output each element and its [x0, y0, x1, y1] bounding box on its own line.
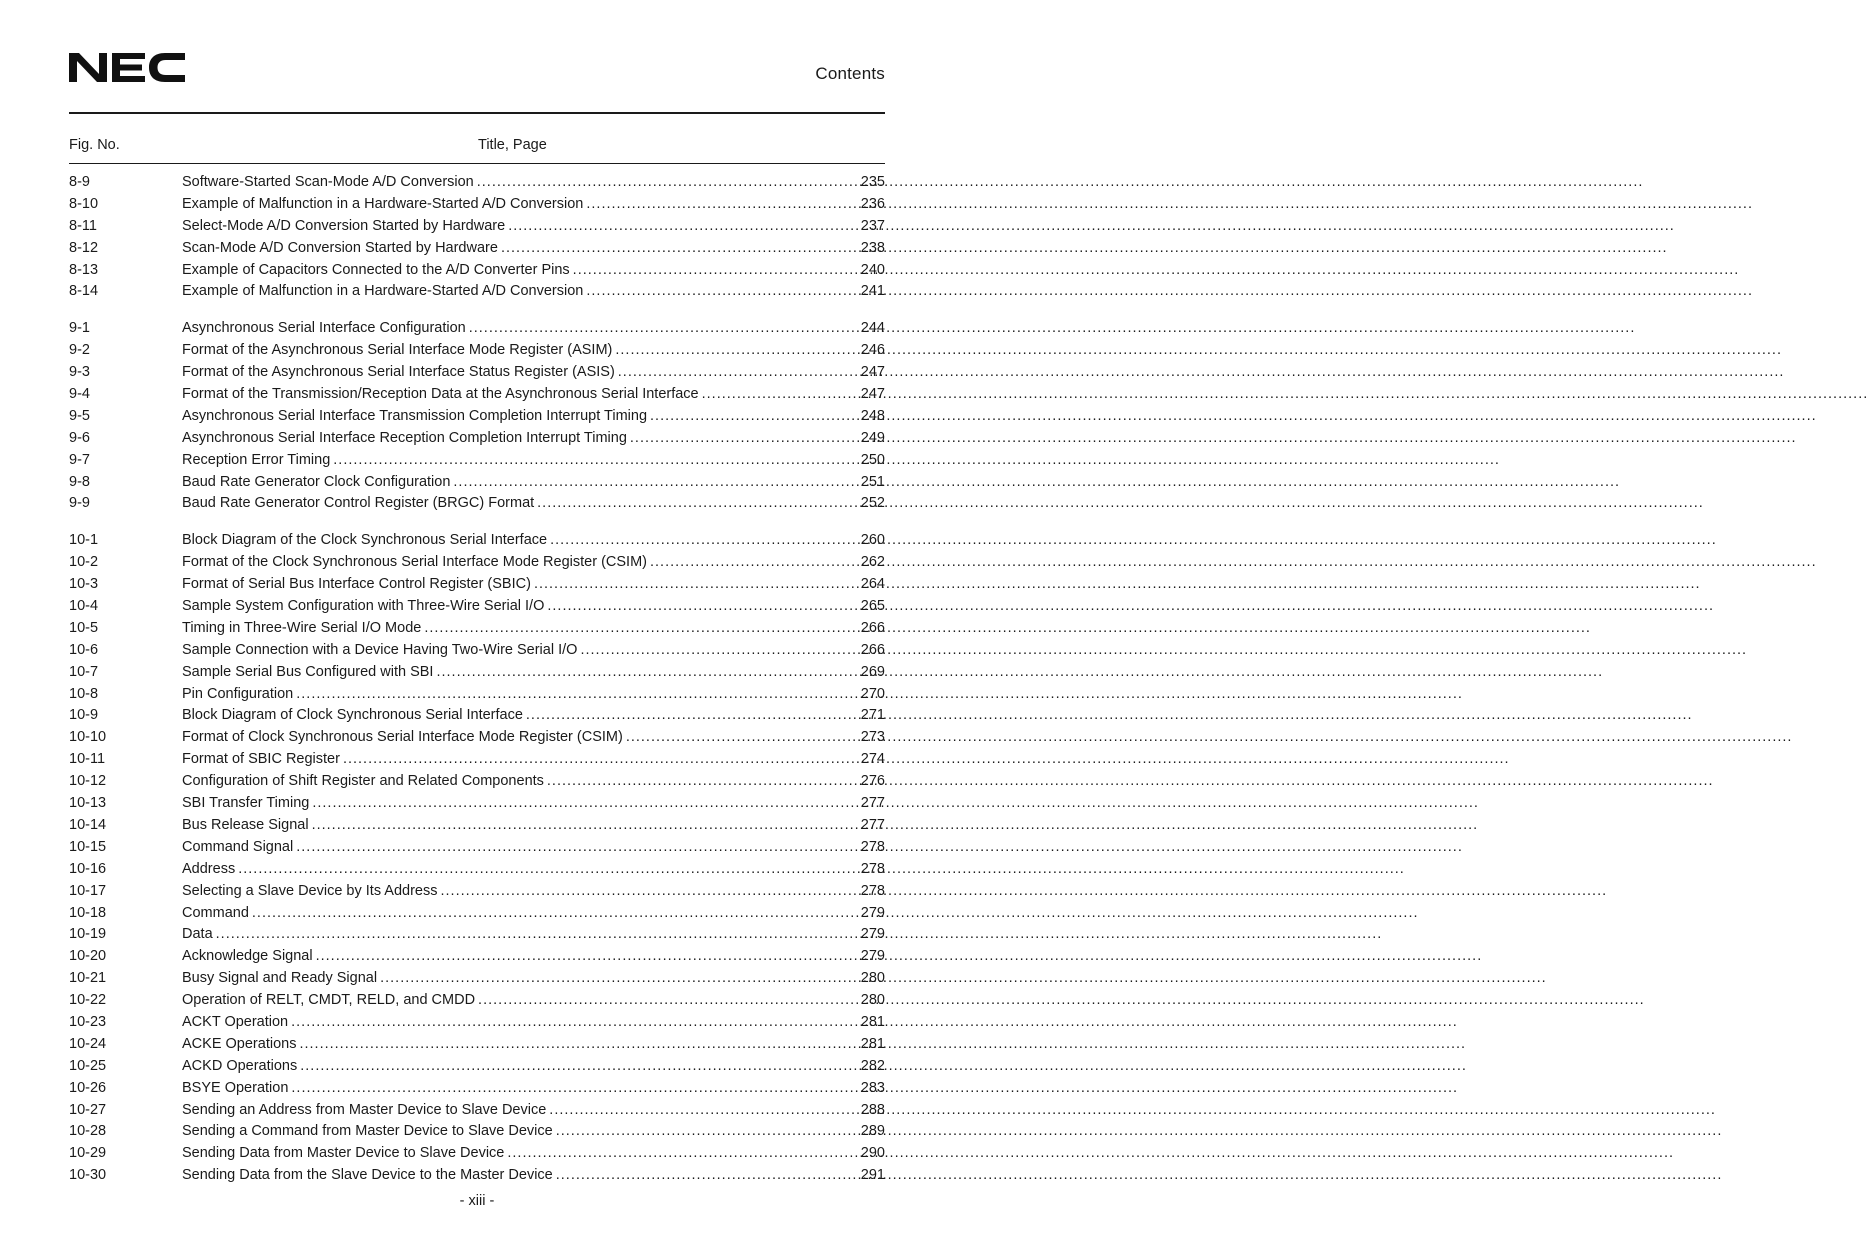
figure-title: Format of SBIC Register	[182, 751, 340, 768]
figure-number: 10-8	[69, 685, 99, 702]
page-ref: 271	[860, 707, 885, 724]
figure-title: Acknowledge Signal	[182, 948, 313, 965]
figure-title: Example of Malfunction in a Hardware-Started A/D Conversion	[182, 195, 584, 212]
dot-leader	[291, 1012, 860, 1034]
figure-group	[69, 530, 885, 1187]
figure-number: 9-6	[69, 429, 90, 446]
list-item	[69, 968, 885, 990]
figure-number: 10-6	[69, 641, 99, 658]
page-ref: 266	[860, 619, 885, 636]
figure-title: Software-Started Scan-Mode A/D Conversion	[182, 174, 474, 190]
page-ref: 244	[860, 320, 885, 337]
figure-title: Example of Capacitors Connected to the A/D Converter Pins	[182, 261, 570, 278]
figure-number: 10-16	[69, 860, 107, 877]
list-item	[69, 1100, 885, 1122]
figure-number: 9-8	[69, 473, 90, 490]
figure-title: Sending Data from the Slave Device to the Master Device	[182, 1167, 553, 1184]
dot-leader	[630, 428, 860, 450]
dot-leader	[216, 924, 860, 946]
figure-title: Sample Connection with a Device Having Two-Wire Serial I/O	[182, 641, 578, 658]
page-ref: 281	[860, 1035, 885, 1052]
figure-number: 10-15	[69, 838, 107, 855]
list-item	[69, 1012, 885, 1034]
figure-number: 10-18	[69, 904, 107, 921]
page-ref: 280	[860, 970, 885, 987]
figure-number: 9-9	[69, 495, 90, 512]
page-ref: 238	[860, 239, 885, 256]
list-item	[69, 1143, 885, 1165]
figure-number: 10-27	[69, 1101, 107, 1118]
column-header-rule	[69, 163, 885, 164]
list-item	[69, 903, 885, 925]
list-item	[69, 793, 885, 815]
dot-leader	[702, 384, 860, 406]
list-item	[69, 837, 885, 859]
figure-title: Data	[182, 926, 213, 943]
page-ref: 279	[860, 904, 885, 921]
figure-title: ACKT Operation	[182, 1013, 289, 1030]
dot-leader	[556, 1165, 860, 1187]
list-item	[69, 450, 885, 472]
figure-number: 10-9	[69, 707, 99, 724]
figure-number: 9-3	[69, 364, 90, 381]
dot-leader	[380, 968, 860, 990]
figure-number: 8-11	[69, 217, 97, 234]
dot-leader	[547, 771, 860, 793]
list-item	[69, 493, 885, 515]
list-item	[69, 749, 885, 771]
list-item	[69, 194, 885, 216]
figure-number: 10-23	[69, 1013, 107, 1030]
figure-title: ACKD Operations	[182, 1057, 298, 1074]
dot-leader	[291, 1078, 859, 1100]
figure-title: BSYE Operation	[182, 1079, 289, 1096]
figure-title: Configuration of Shift Register and Related Components	[182, 773, 544, 790]
page-ref: 291	[860, 1167, 885, 1184]
column-header-title-page: Title, Page	[478, 137, 547, 153]
page-ref: 281	[860, 1013, 885, 1030]
page-ref: 277	[860, 816, 885, 833]
page-ref: 278	[860, 882, 885, 899]
dot-leader	[626, 727, 860, 749]
figure-title: Scan-Mode A/D Conversion Started by Hardware	[182, 239, 498, 256]
page-ref: 249	[860, 429, 885, 446]
page-ref: 247	[860, 364, 885, 381]
dot-leader	[441, 881, 860, 903]
figure-number: 10-29	[69, 1145, 107, 1162]
page-ref: 248	[860, 407, 885, 424]
figure-title: Format of Clock Synchronous Serial Interface Mode Register (CSIM)	[182, 729, 623, 746]
dot-leader	[650, 406, 860, 428]
list-item	[69, 684, 885, 706]
figure-title: Format of the Clock Synchronous Serial Interface Mode Register (CSIM)	[182, 554, 647, 571]
figure-title: Format of Serial Bus Interface Control Register (SBIC)	[182, 576, 531, 593]
page-ref: 289	[860, 1123, 885, 1140]
page-ref: 264	[860, 576, 885, 593]
column-header-fig-no: Fig. No.	[69, 137, 120, 153]
list-item	[69, 705, 885, 727]
list-item	[69, 640, 885, 662]
figure-number: 10-20	[69, 948, 107, 965]
figure-title: ACKE Operations	[182, 1035, 297, 1052]
dot-leader	[615, 340, 859, 362]
page-ref: 241	[860, 283, 885, 300]
dot-leader	[549, 1100, 860, 1122]
figure-number: 10-25	[69, 1057, 107, 1074]
list-item	[69, 881, 885, 903]
figure-number: 8-13	[69, 261, 99, 278]
list-item	[69, 552, 885, 574]
page-ref: 283	[860, 1079, 885, 1096]
figure-number: 10-17	[69, 882, 107, 899]
figure-title: Sample System Configuration with Three-Wire Serial I/O	[182, 598, 545, 615]
figure-number: 10-10	[69, 729, 107, 746]
figure-title: Format of the Transmission/Reception Data at the Asynchronous Serial Interface	[182, 386, 699, 403]
list-item	[69, 1034, 885, 1056]
list-item	[69, 990, 885, 1012]
figure-number: 8-14	[69, 283, 99, 300]
page-ref: 290	[860, 1145, 885, 1162]
page-ref: 252	[860, 495, 885, 512]
page-ref: 262	[860, 554, 885, 571]
page-ref: 251	[860, 473, 885, 490]
figure-number: 10-13	[69, 795, 107, 812]
figure-title: Sending an Address from Master Device to Slave Device	[182, 1101, 547, 1118]
dot-leader	[478, 990, 860, 1012]
page-ref: 279	[860, 926, 885, 943]
figure-title: Bus Release Signal	[182, 816, 309, 833]
dot-leader	[296, 684, 860, 706]
list-item	[69, 216, 885, 238]
section-title: Contents	[815, 64, 885, 83]
page-number: - xiii -	[459, 1193, 495, 1209]
page-ref: 278	[860, 838, 885, 855]
figure-title: Sending a Command from Master Device to Slave Device	[182, 1123, 553, 1140]
header-rule	[69, 112, 885, 114]
list-item	[69, 281, 885, 303]
figure-number: 10-14	[69, 816, 107, 833]
list-item	[69, 1121, 885, 1143]
figure-title: Baud Rate Generator Control Register (BRGC) Format	[182, 495, 535, 512]
dot-leader	[300, 1056, 860, 1078]
dot-leader	[550, 530, 860, 552]
dot-leader	[296, 837, 860, 859]
figure-title: Asynchronous Serial Interface Reception Completion Interrupt Timing	[182, 429, 627, 446]
figure-title: Format of the Asynchronous Serial Interface Status Register (ASIS)	[182, 364, 615, 381]
figure-number: 10-28	[69, 1123, 107, 1140]
figure-title: Pin Configuration	[182, 685, 294, 702]
figure-title: Sending Data from Master Device to Slave Device	[182, 1145, 505, 1162]
dot-leader	[650, 552, 860, 574]
list-item	[69, 260, 885, 282]
dot-leader	[333, 450, 860, 472]
dot-leader	[618, 362, 860, 384]
list-item	[69, 859, 885, 881]
figure-title: Baud Rate Generator Clock Configuration	[182, 473, 451, 490]
figure-number: 10-2	[69, 554, 99, 571]
figure-number: 10-26	[69, 1079, 107, 1096]
figure-number: 10-21	[69, 970, 107, 987]
figure-number: 9-4	[69, 386, 90, 403]
page-ref: 278	[860, 860, 885, 877]
nec-logo-mark	[69, 50, 187, 86]
list-item	[69, 362, 885, 384]
page-ref: 236	[860, 195, 885, 212]
list-item	[69, 1078, 885, 1100]
list-item	[69, 406, 885, 428]
dot-leader	[312, 815, 860, 837]
dot-leader	[580, 640, 859, 662]
figure-number: 10-4	[69, 598, 99, 615]
list-item	[69, 172, 885, 194]
page-ref: 269	[860, 663, 885, 680]
dot-leader	[343, 749, 860, 771]
page-ref: 246	[860, 342, 885, 359]
dot-leader	[424, 618, 859, 640]
page-ref: 282	[860, 1057, 885, 1074]
figure-number: 9-2	[69, 342, 90, 359]
figure-number: 10-5	[69, 619, 99, 636]
figure-number: 10-3	[69, 576, 99, 593]
figure-number: 10-11	[69, 751, 106, 768]
figure-number: 8-12	[69, 239, 99, 256]
figure-group	[69, 172, 885, 303]
figure-title: Asynchronous Serial Interface Transmission Completion Interrupt Timing	[182, 407, 648, 424]
page-ref: 247	[860, 386, 885, 403]
figure-number: 10-24	[69, 1035, 107, 1052]
dot-leader	[501, 238, 860, 260]
dot-leader	[534, 574, 860, 596]
figure-number: 10-1	[69, 532, 99, 549]
figure-group	[69, 318, 885, 515]
figure-title: Operation of RELT, CMDT, RELD, and CMDD	[182, 992, 476, 1009]
figure-number: 8-9	[69, 174, 90, 190]
list-item	[69, 318, 885, 340]
dot-leader	[477, 172, 860, 194]
list-item	[69, 662, 885, 684]
figure-number: 9-7	[69, 451, 90, 468]
figure-title: Example of Malfunction in a Hardware-Started A/D Conversion	[182, 283, 584, 300]
list-item	[69, 574, 885, 596]
dot-leader	[507, 1143, 859, 1165]
figure-number: 10-7	[69, 663, 99, 680]
list-item	[69, 727, 885, 749]
dot-leader	[312, 793, 859, 815]
page-ref: 266	[860, 641, 885, 658]
figure-title: Asynchronous Serial Interface Configuration	[182, 320, 466, 337]
list-item	[69, 924, 885, 946]
figure-title: Command Signal	[182, 838, 294, 855]
list-item	[69, 472, 885, 494]
figure-title: Address	[182, 860, 236, 877]
nec-logo	[69, 50, 187, 86]
dot-leader	[453, 472, 859, 494]
list-item	[69, 1165, 885, 1187]
dot-leader	[436, 662, 859, 684]
page-ref: 274	[860, 751, 885, 768]
list-item	[69, 815, 885, 837]
figure-list	[69, 172, 885, 1202]
figure-title: Selecting a Slave Device by Its Address	[182, 882, 438, 899]
dot-leader	[537, 493, 860, 515]
figure-number: 10-30	[69, 1167, 107, 1184]
dot-leader	[526, 705, 860, 727]
page-ref: 288	[860, 1101, 885, 1118]
page-ref: 237	[860, 217, 885, 234]
page-ref: 235	[860, 174, 885, 190]
list-item	[69, 384, 885, 406]
page-ref: 280	[860, 992, 885, 1009]
figure-title: Reception Error Timing	[182, 451, 331, 468]
list-item	[69, 428, 885, 450]
figure-title: SBI Transfer Timing	[182, 795, 310, 812]
list-item	[69, 596, 885, 618]
page-ref: 240	[860, 261, 885, 278]
figure-title: Block Diagram of the Clock Synchronous Serial Interface	[182, 532, 548, 549]
list-item	[69, 340, 885, 362]
list-item	[69, 618, 885, 640]
dot-leader	[252, 903, 860, 925]
page-ref: 279	[860, 948, 885, 965]
figure-number: 10-19	[69, 926, 107, 943]
dot-leader	[556, 1121, 860, 1143]
page-ref: 270	[860, 685, 885, 702]
figure-number: 9-5	[69, 407, 90, 424]
figure-title: Busy Signal and Ready Signal	[182, 970, 378, 987]
figure-title: Sample Serial Bus Configured with SBI	[182, 663, 434, 680]
figure-title: Command	[182, 904, 249, 921]
list-item	[69, 771, 885, 793]
dot-leader	[586, 194, 859, 216]
page-ref: 250	[860, 451, 885, 468]
dot-leader	[586, 281, 859, 303]
figure-title: Select-Mode A/D Conversion Started by Hardware	[182, 217, 506, 234]
list-item	[69, 1056, 885, 1078]
page-ref: 265	[860, 598, 885, 615]
figure-number: 8-10	[69, 195, 99, 212]
figure-title: Format of the Asynchronous Serial Interface Mode Register (ASIM)	[182, 342, 613, 359]
figure-number: 10-12	[69, 773, 107, 790]
figure-number: 10-22	[69, 992, 107, 1009]
list-item	[69, 238, 885, 260]
dot-leader	[547, 596, 859, 618]
dot-leader	[238, 859, 860, 881]
dot-leader	[316, 946, 860, 968]
page-ref: 273	[860, 729, 885, 746]
dot-leader	[573, 260, 860, 282]
dot-leader	[469, 318, 860, 340]
page-ref: 260	[860, 532, 885, 549]
dot-leader	[508, 216, 860, 238]
list-item	[69, 530, 885, 552]
figure-number: 9-1	[69, 320, 90, 337]
dot-leader	[299, 1034, 859, 1056]
figure-title: Timing in Three-Wire Serial I/O Mode	[182, 619, 422, 636]
figure-title: Block Diagram of Clock Synchronous Serial Interface	[182, 707, 523, 724]
page-ref: 276	[860, 773, 885, 790]
page-ref: 277	[860, 795, 885, 812]
list-item	[69, 946, 885, 968]
